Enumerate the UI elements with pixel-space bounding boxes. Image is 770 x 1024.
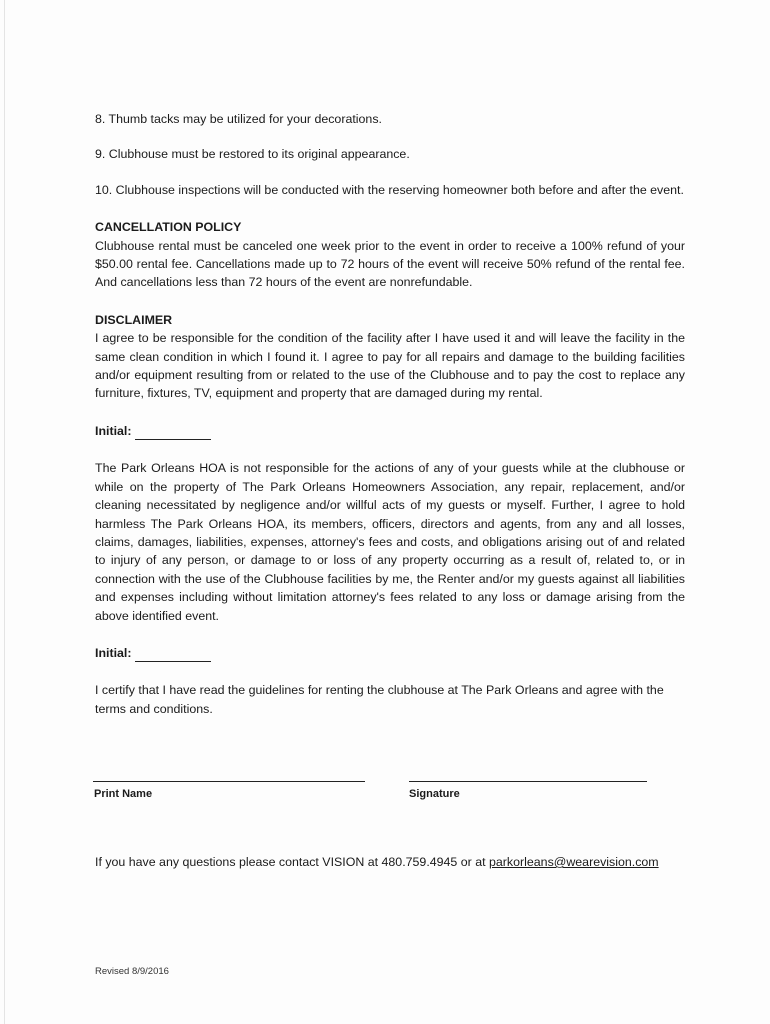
page-edge	[4, 0, 5, 1024]
liability-body: The Park Orleans HOA is not responsible for the actions of any of your guests while at the clubhouse or while on the property of The Park Orleans Homeowners Association, any repair, replacement, and/or cleaning necessitated by negligence and/or willful acts of my guests or myself. Further, I agree to hold harmless The Park Orleans HOA, its members, officers, directors and agents, from any and all losses, claims, damages, liabilities, expenses, attorney's fees and costs, and obligations arising out of and related to injury of any person, or damage to or loss of any property occurring as a result of, related to, or in connection with the use of the Clubhouse facilities by me, the Renter and/or my guests against all liabilities and expenses including without limitation attorney's fees related to any loss or damage arising from the above identified event.	[95, 461, 685, 623]
initial-input-line[interactable]	[135, 649, 211, 662]
contact-text: If you have any questions please contact VISION at 480.759.4945 or at	[95, 855, 490, 869]
initial-label: Initial:	[95, 423, 132, 438]
rule-9: 9. Clubhouse must be restored to its original appearance.	[95, 147, 410, 162]
cancellation-heading: CANCELLATION POLICY	[95, 220, 242, 235]
disclaimer-heading: DISCLAIMER	[95, 312, 173, 327]
signature-block	[93, 781, 653, 811]
document-body	[95, 110, 685, 718]
rule-8: 8. Thumb tacks may be utilized for your decorations.	[95, 112, 382, 126]
signature-line[interactable]	[409, 781, 647, 782]
revised-date: Revised 8/9/2016	[95, 966, 169, 977]
disclaimer-body: I agree to be responsible for the condition of the facility after I have used it and will leave the facility in the same clean condition in which I found it. I agree to pay for all repairs and damage to the building facilities and/or equipment resulting from or related to the use of the Clubhouse and to pay the cost to replace any furniture, fixtures, TV, equipment and property that are damaged during my rental.	[95, 331, 685, 401]
print-name-line[interactable]	[93, 781, 365, 782]
contact-line	[95, 855, 695, 869]
initial-field-1	[95, 422, 685, 440]
rule-10: 10. Clubhouse inspections will be conducted with the reserving homeowner both before and after the event.	[95, 182, 684, 197]
certify-statement: I certify that I have read the guidelines for renting the clubhouse at The Park Orleans and agree with the terms and conditions.	[95, 683, 664, 716]
contact-email-link[interactable]: parkorleans@wearevision.com	[489, 855, 659, 869]
initial-field-2	[95, 644, 685, 662]
print-name-label: Print Name	[94, 788, 153, 800]
initial-label: Initial:	[95, 645, 132, 660]
cancellation-body: Clubhouse rental must be canceled one week prior to the event in order to receive a 100% refund of your $50.00 rental fee. Cancellations made up to 72 hours of the event will receive 50% refund of the rental fee. And cancellations less than 72 hours of the event are nonrefundable.	[95, 238, 685, 290]
signature-label: Signature	[409, 788, 460, 800]
initial-input-line[interactable]	[135, 427, 211, 440]
